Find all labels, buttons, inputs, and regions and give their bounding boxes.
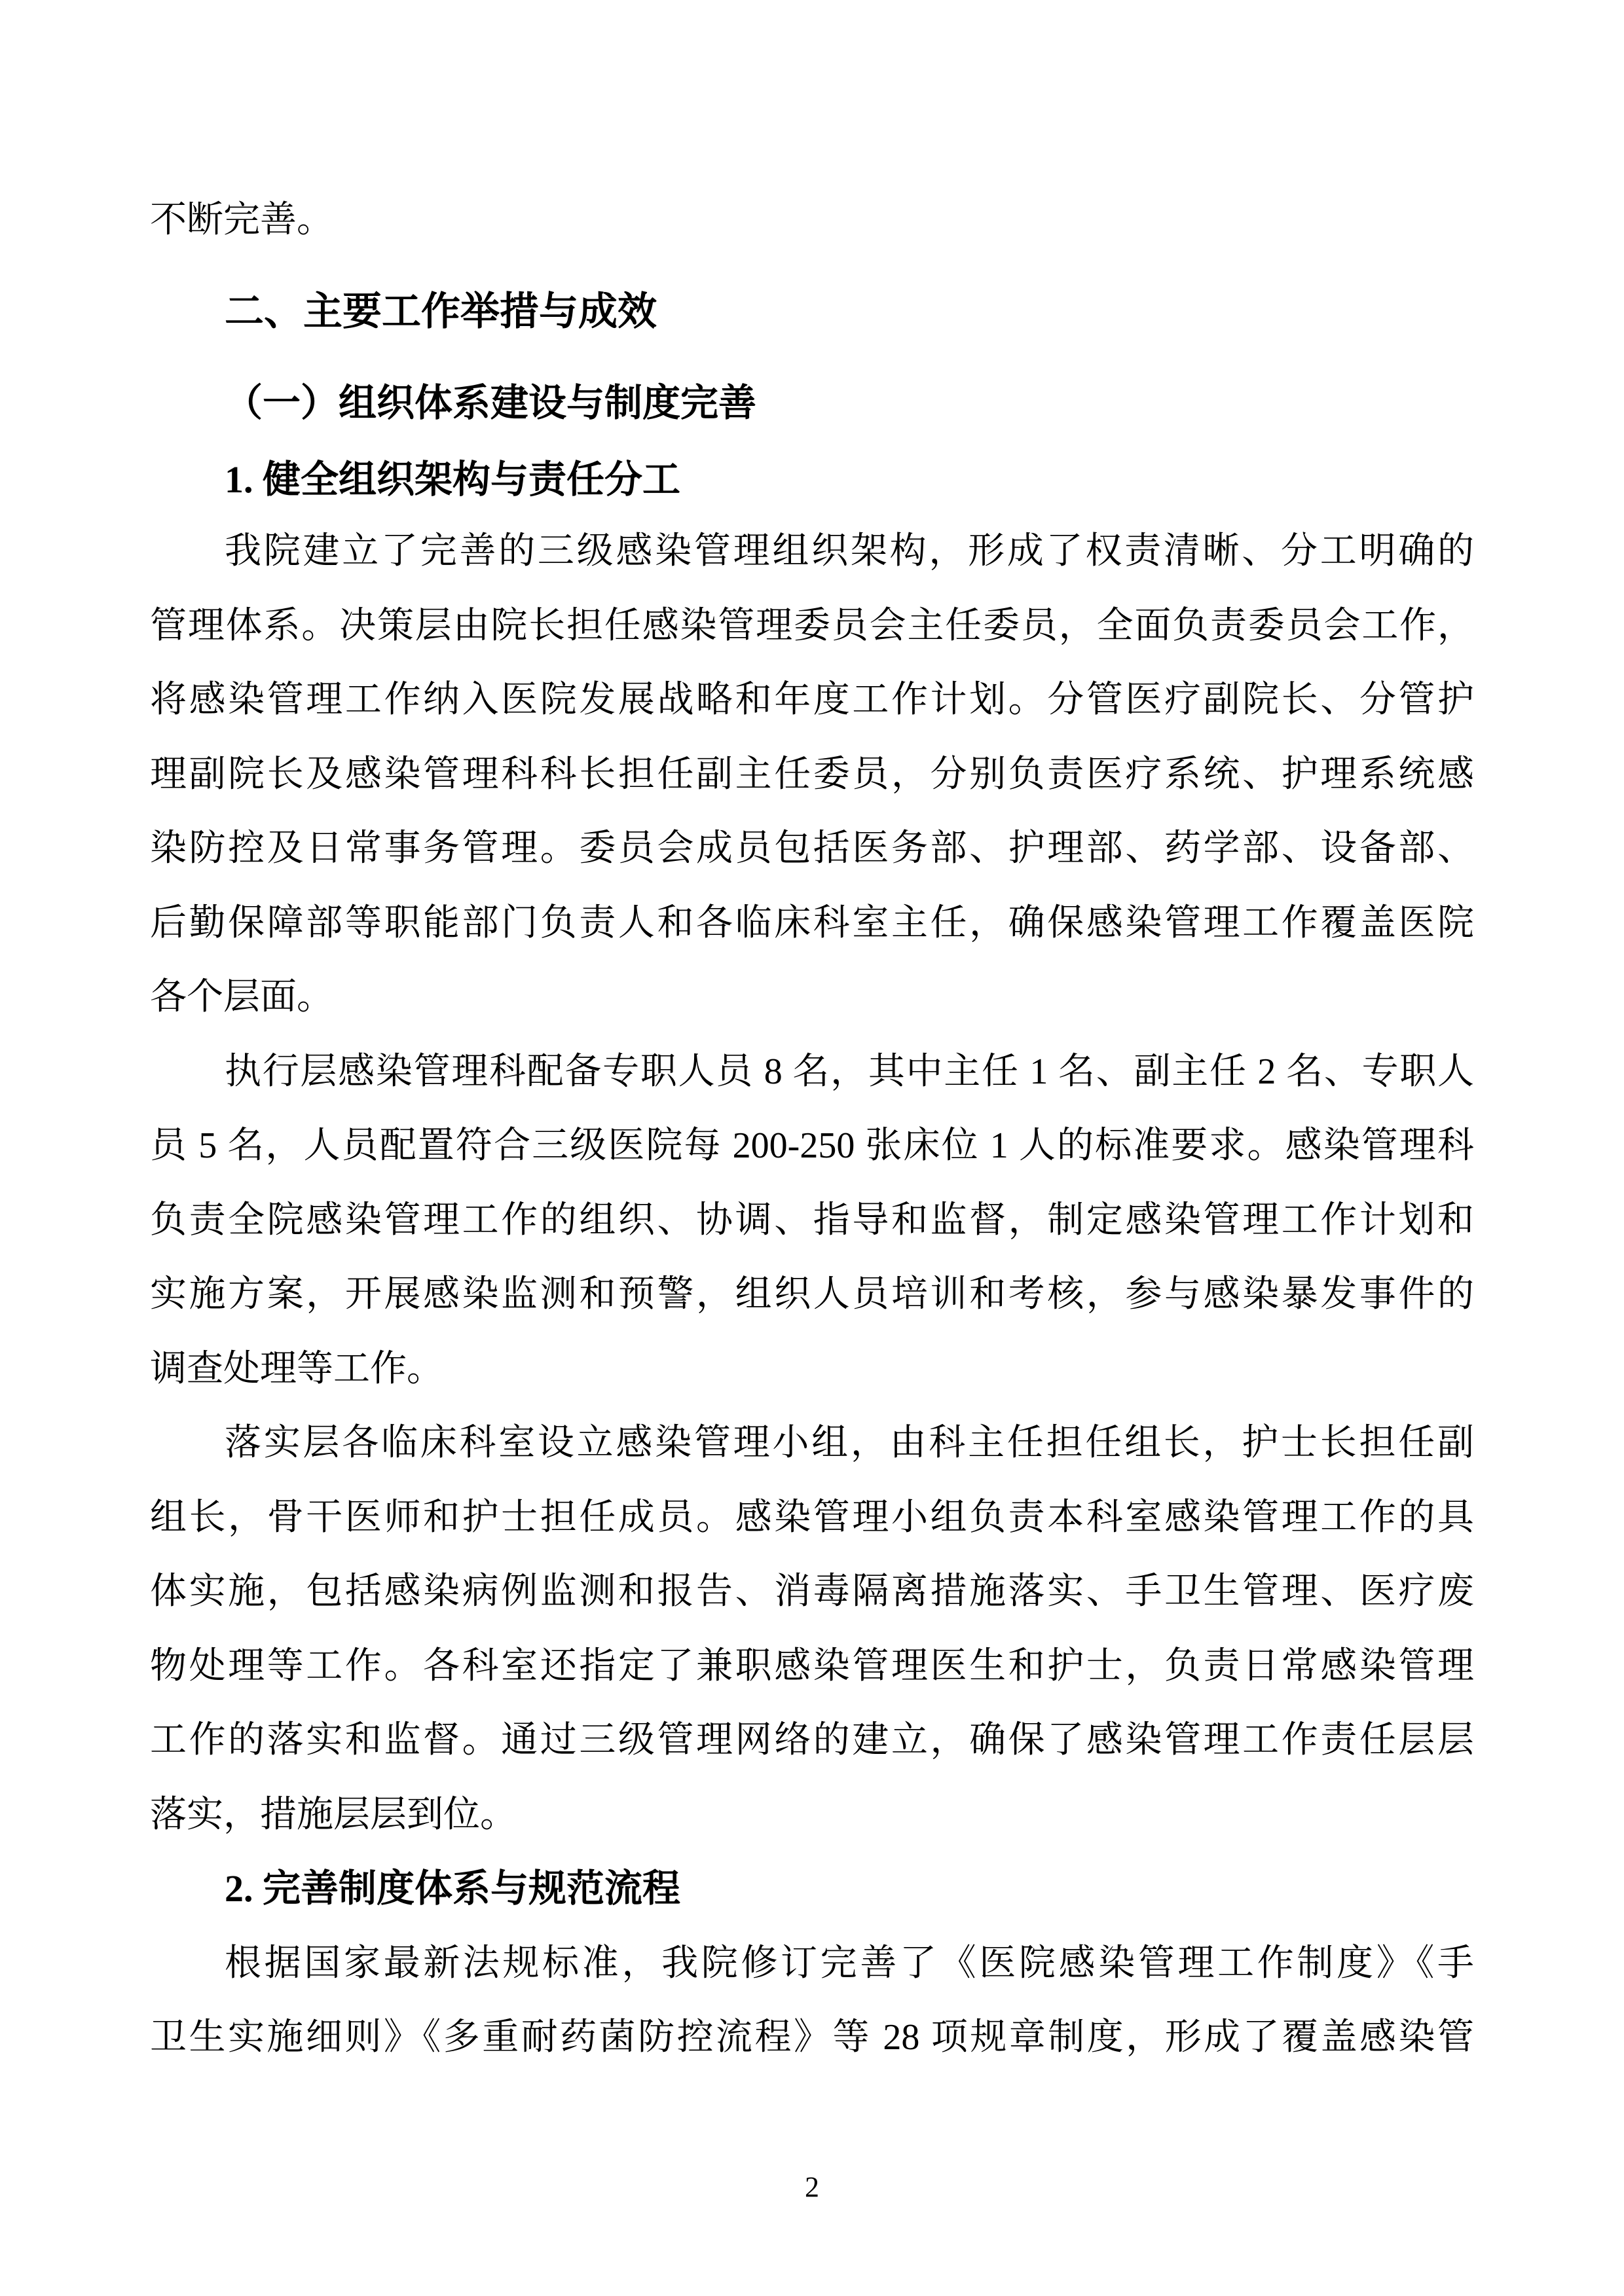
- paragraph-line: 体实施，包括感染病例监测和报告、消毒隔离措施落实、手卫生管理、医疗废: [150, 1571, 1474, 1612]
- paragraph-line: 调查处理等工作。: [150, 1349, 443, 1389]
- paragraph-line: 后勤保障部等职能部门负责人和各临床科室主任，确保感染管理工作覆盖医院: [150, 903, 1474, 943]
- paragraph-line: 物处理等工作。各科室还指定了兼职感染管理医生和护士，负责日常感染管理: [150, 1646, 1474, 1686]
- paragraph-line: 员 5 名，人员配置符合三级医院每 200-250 张床位 1 人的标准要求。感染管理科: [150, 1125, 1474, 1166]
- paragraph-line: 工作的落实和监督。通过三级管理网络的建立，确保了感染管理工作责任层层: [150, 1720, 1474, 1760]
- paragraph-line: 根据国家最新法规标准，我院修订完善了《医院感染管理工作制度》《手: [225, 1943, 1474, 1984]
- page-number: 2: [805, 2171, 819, 2203]
- paragraph-line: 实施方案，开展感染监测和预警，组织人员培训和考核，参与感染暴发事件的: [150, 1274, 1474, 1315]
- paragraph-line: 不断完善。: [150, 200, 333, 240]
- paragraph-line: 各个层面。: [150, 977, 333, 1017]
- paragraph-line: 卫生实施细则》《多重耐药菌防控流程》等 28 项规章制度，形成了覆盖感染管: [150, 2017, 1474, 2058]
- subsection-heading: （一）组织体系建设与制度完善: [225, 382, 757, 424]
- paragraph-line: 执行层感染管理科配备专职人员 8 名，其中主任 1 名、副主任 2 名、专职人: [225, 1051, 1474, 1092]
- paragraph-line: 落实，措施层层到位。: [150, 1795, 517, 1835]
- paragraph-line: 负责全院感染管理工作的组织、协调、指导和监督，制定感染管理工作计划和: [150, 1200, 1474, 1241]
- paragraph-line: 落实层各临床科室设立感染管理小组，由科主任担任组长，护士长担任副: [225, 1423, 1474, 1463]
- paragraph-line: 管理体系。决策层由院长担任感染管理委员会主任委员，全面负责委员会工作，: [150, 606, 1474, 646]
- section-heading: 二、主要工作举措与成效: [225, 289, 657, 333]
- paragraph-line: 将感染管理工作纳入医院发展战略和年度工作计划。分管医疗副院长、分管护: [150, 680, 1474, 720]
- numbered-heading: 2. 完善制度体系与规范流程: [225, 1867, 681, 1910]
- numbered-heading: 1. 健全组织架构与责任分工: [225, 458, 681, 501]
- paragraph-line: 我院建立了完善的三级感染管理组织架构，形成了权责清晰、分工明确的: [225, 531, 1474, 572]
- paragraph-line: 染防控及日常事务管理。委员会成员包括医务部、护理部、药学部、设备部、: [150, 828, 1474, 869]
- paragraph-line: 理副院长及感染管理科科长担任副主任委员，分别负责医疗系统、护理系统感: [150, 754, 1474, 795]
- paragraph-line: 组长，骨干医师和护士担任成员。感染管理小组负责本科室感染管理工作的具: [150, 1497, 1474, 1538]
